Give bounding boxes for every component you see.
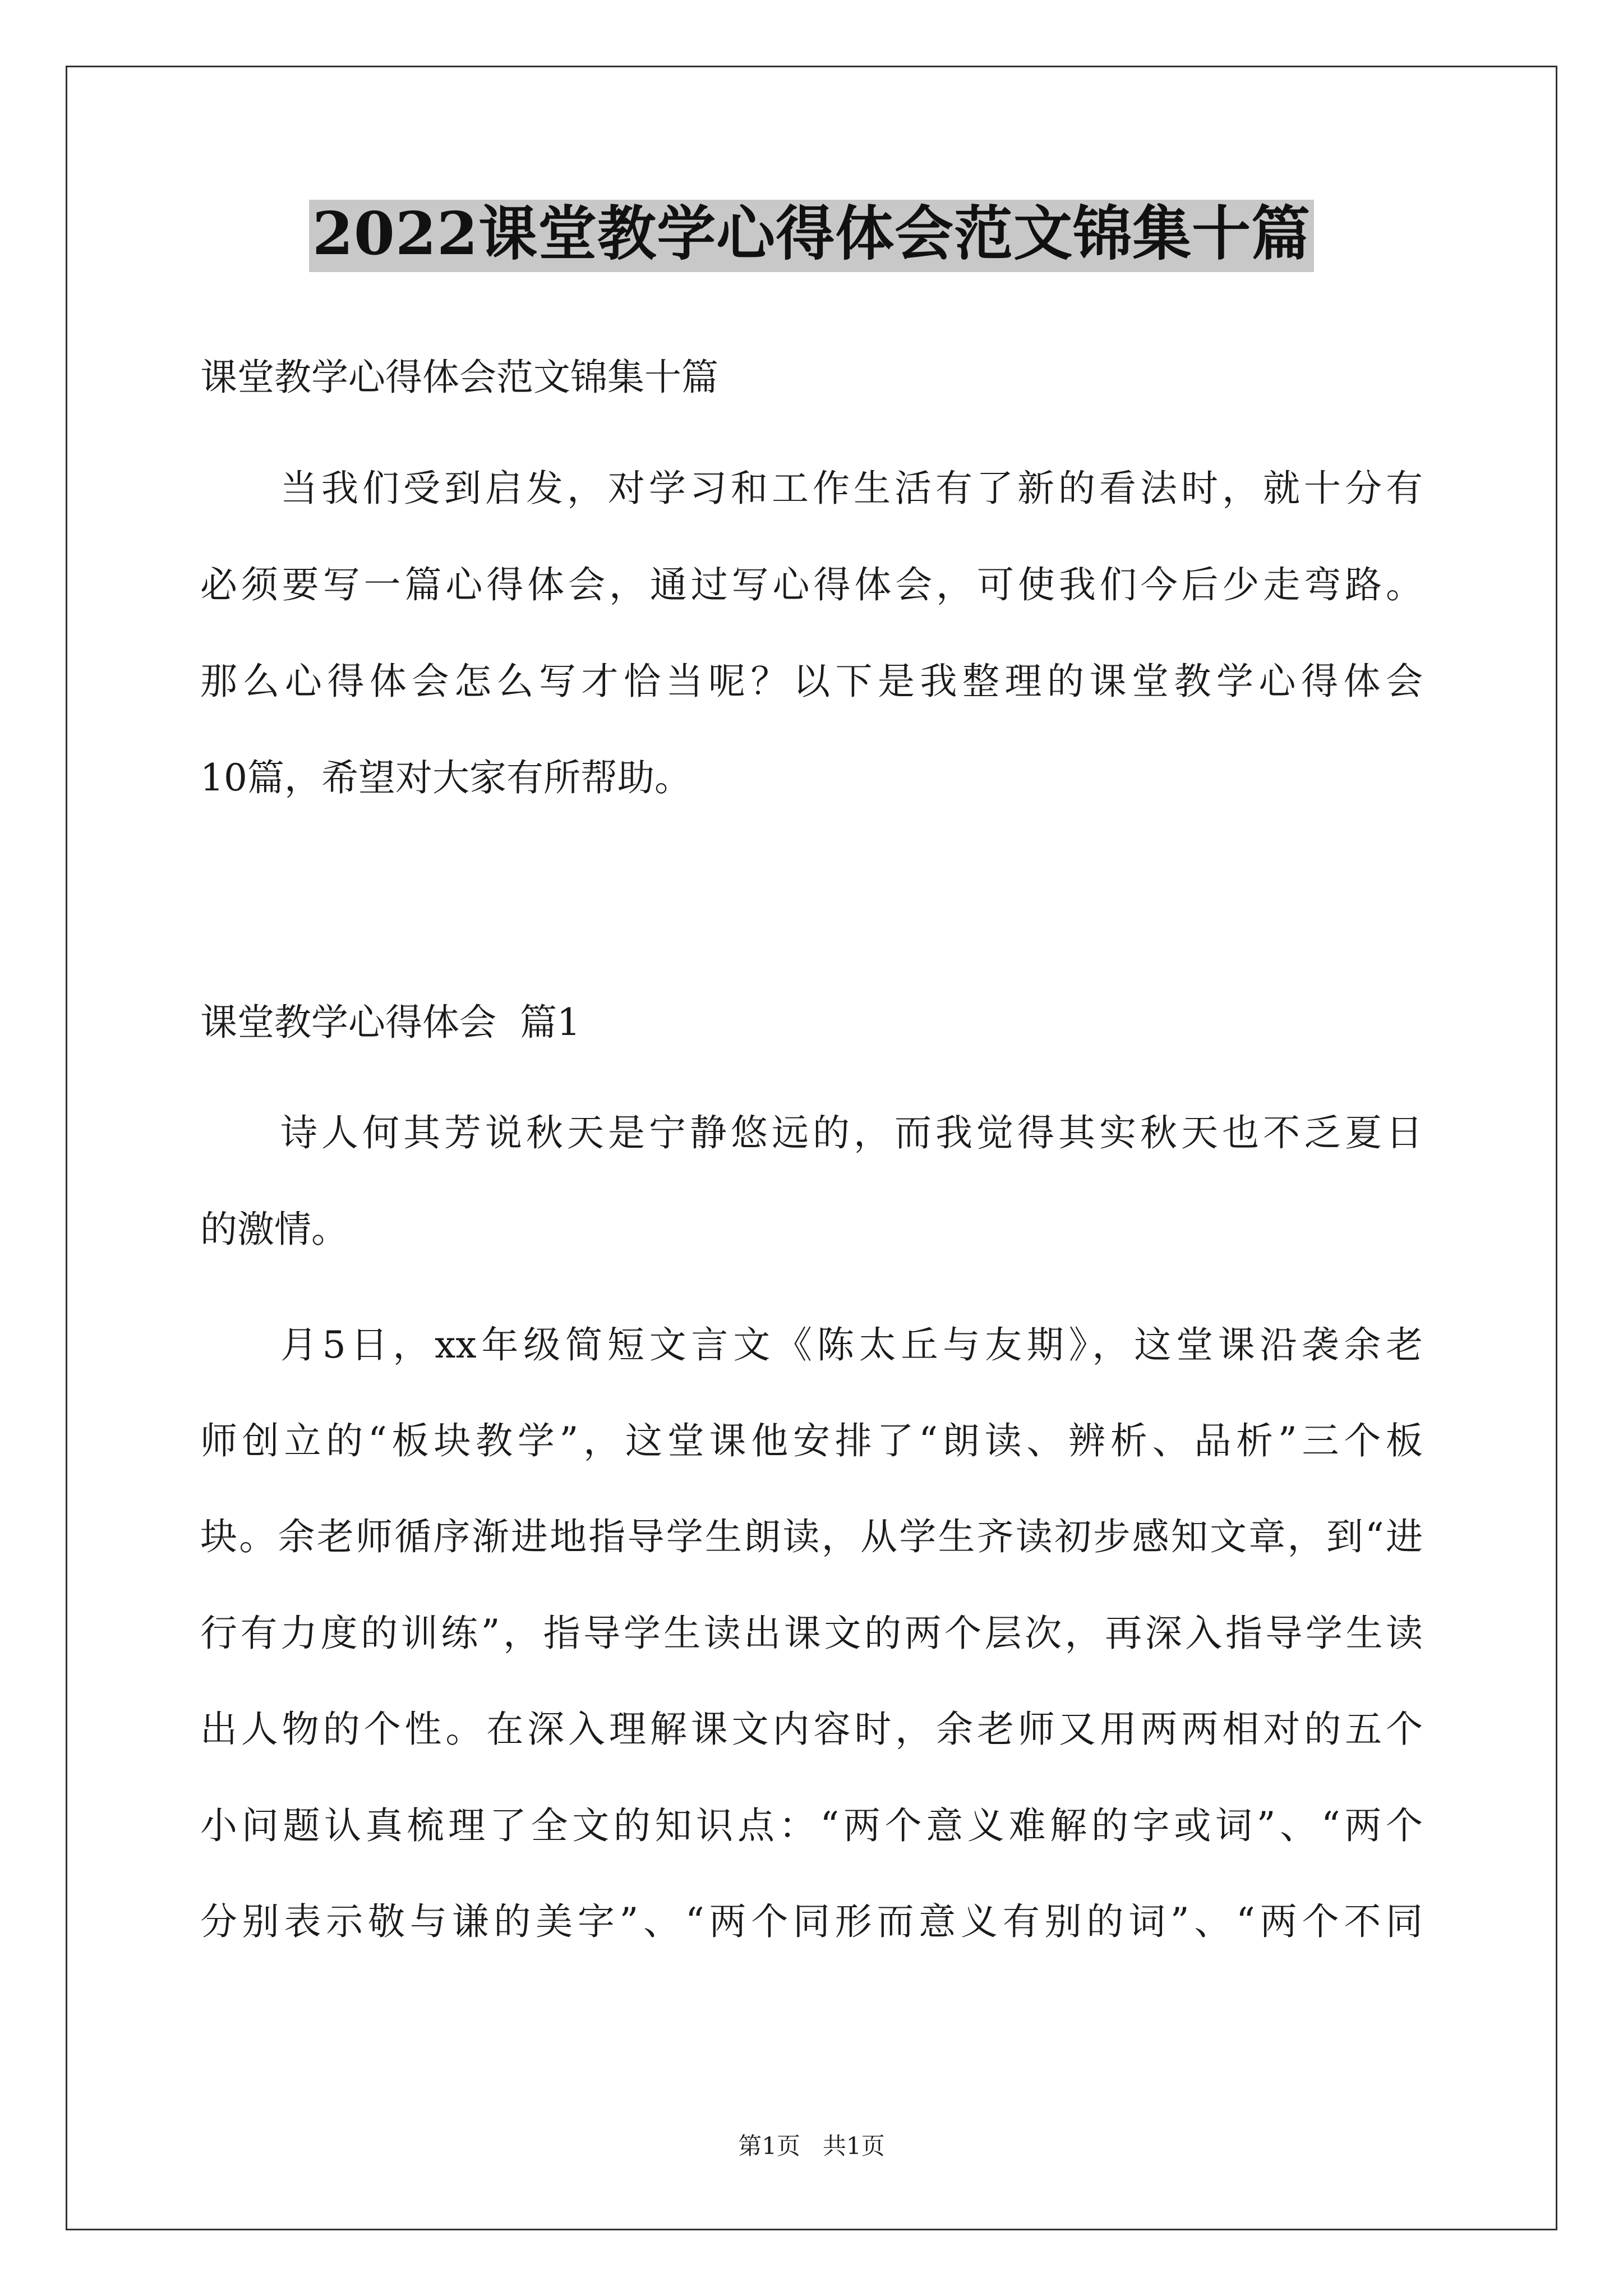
para2-line-4: 行有力度的训练”，指导学生读出课文的两个层次，再深入指导学生读 [200, 1612, 1423, 1655]
para2-line-1: 月5日，xx年级简短文言文《陈太丘与友期》，这堂课沿袭余老 [280, 1323, 1423, 1366]
subtitle: 课堂教学心得体会范文锦集十篇 [200, 356, 718, 399]
para1-line-1: 诗人何其芳说秋天是宁静悠远的，而我觉得其实秋天也不乏夏日 [280, 1111, 1423, 1154]
para2-line-2: 师创立的“板块教学”，这堂课他安排了“朗读、辨析、品析”三个板 [200, 1419, 1423, 1462]
document-title [0, 200, 1623, 272]
intro-line-1: 当我们受到启发，对学习和工作生活有了新的看法时，就十分有 [280, 467, 1423, 510]
para2-line-7: 分别表示敬与谦的美字”、“两个同形而意义有别的词”、“两个不同 [200, 1900, 1423, 1943]
section-heading: 课堂教学心得体会 篇1 [200, 1001, 580, 1044]
page-footer: 第1页 共1页 [738, 2132, 885, 2160]
intro-line-2: 必须要写一篇心得体会，通过写心得体会，可使我们今后少走弯路。 [200, 563, 1423, 606]
document-title-text: 2022课堂教学心得体会范文锦集十篇 [309, 200, 1314, 272]
intro-line-3: 那么心得体会怎么写才恰当呢？以下是我整理的课堂教学心得体会 [200, 660, 1423, 703]
intro-line-4: 10篇，希望对大家有所帮助。 [200, 756, 691, 799]
para2-line-6: 小问题认真梳理了全文的知识点：“两个意义难解的字或词”、“两个 [200, 1804, 1423, 1847]
para2-line-5: 出人物的个性。在深入理解课文内容时，余老师又用两两相对的五个 [200, 1708, 1423, 1751]
para2-line-3: 块。余老师循序渐进地指导学生朗读，从学生齐读初步感知文章，到“进 [200, 1515, 1423, 1558]
para1-line-2: 的激情。 [200, 1208, 348, 1251]
